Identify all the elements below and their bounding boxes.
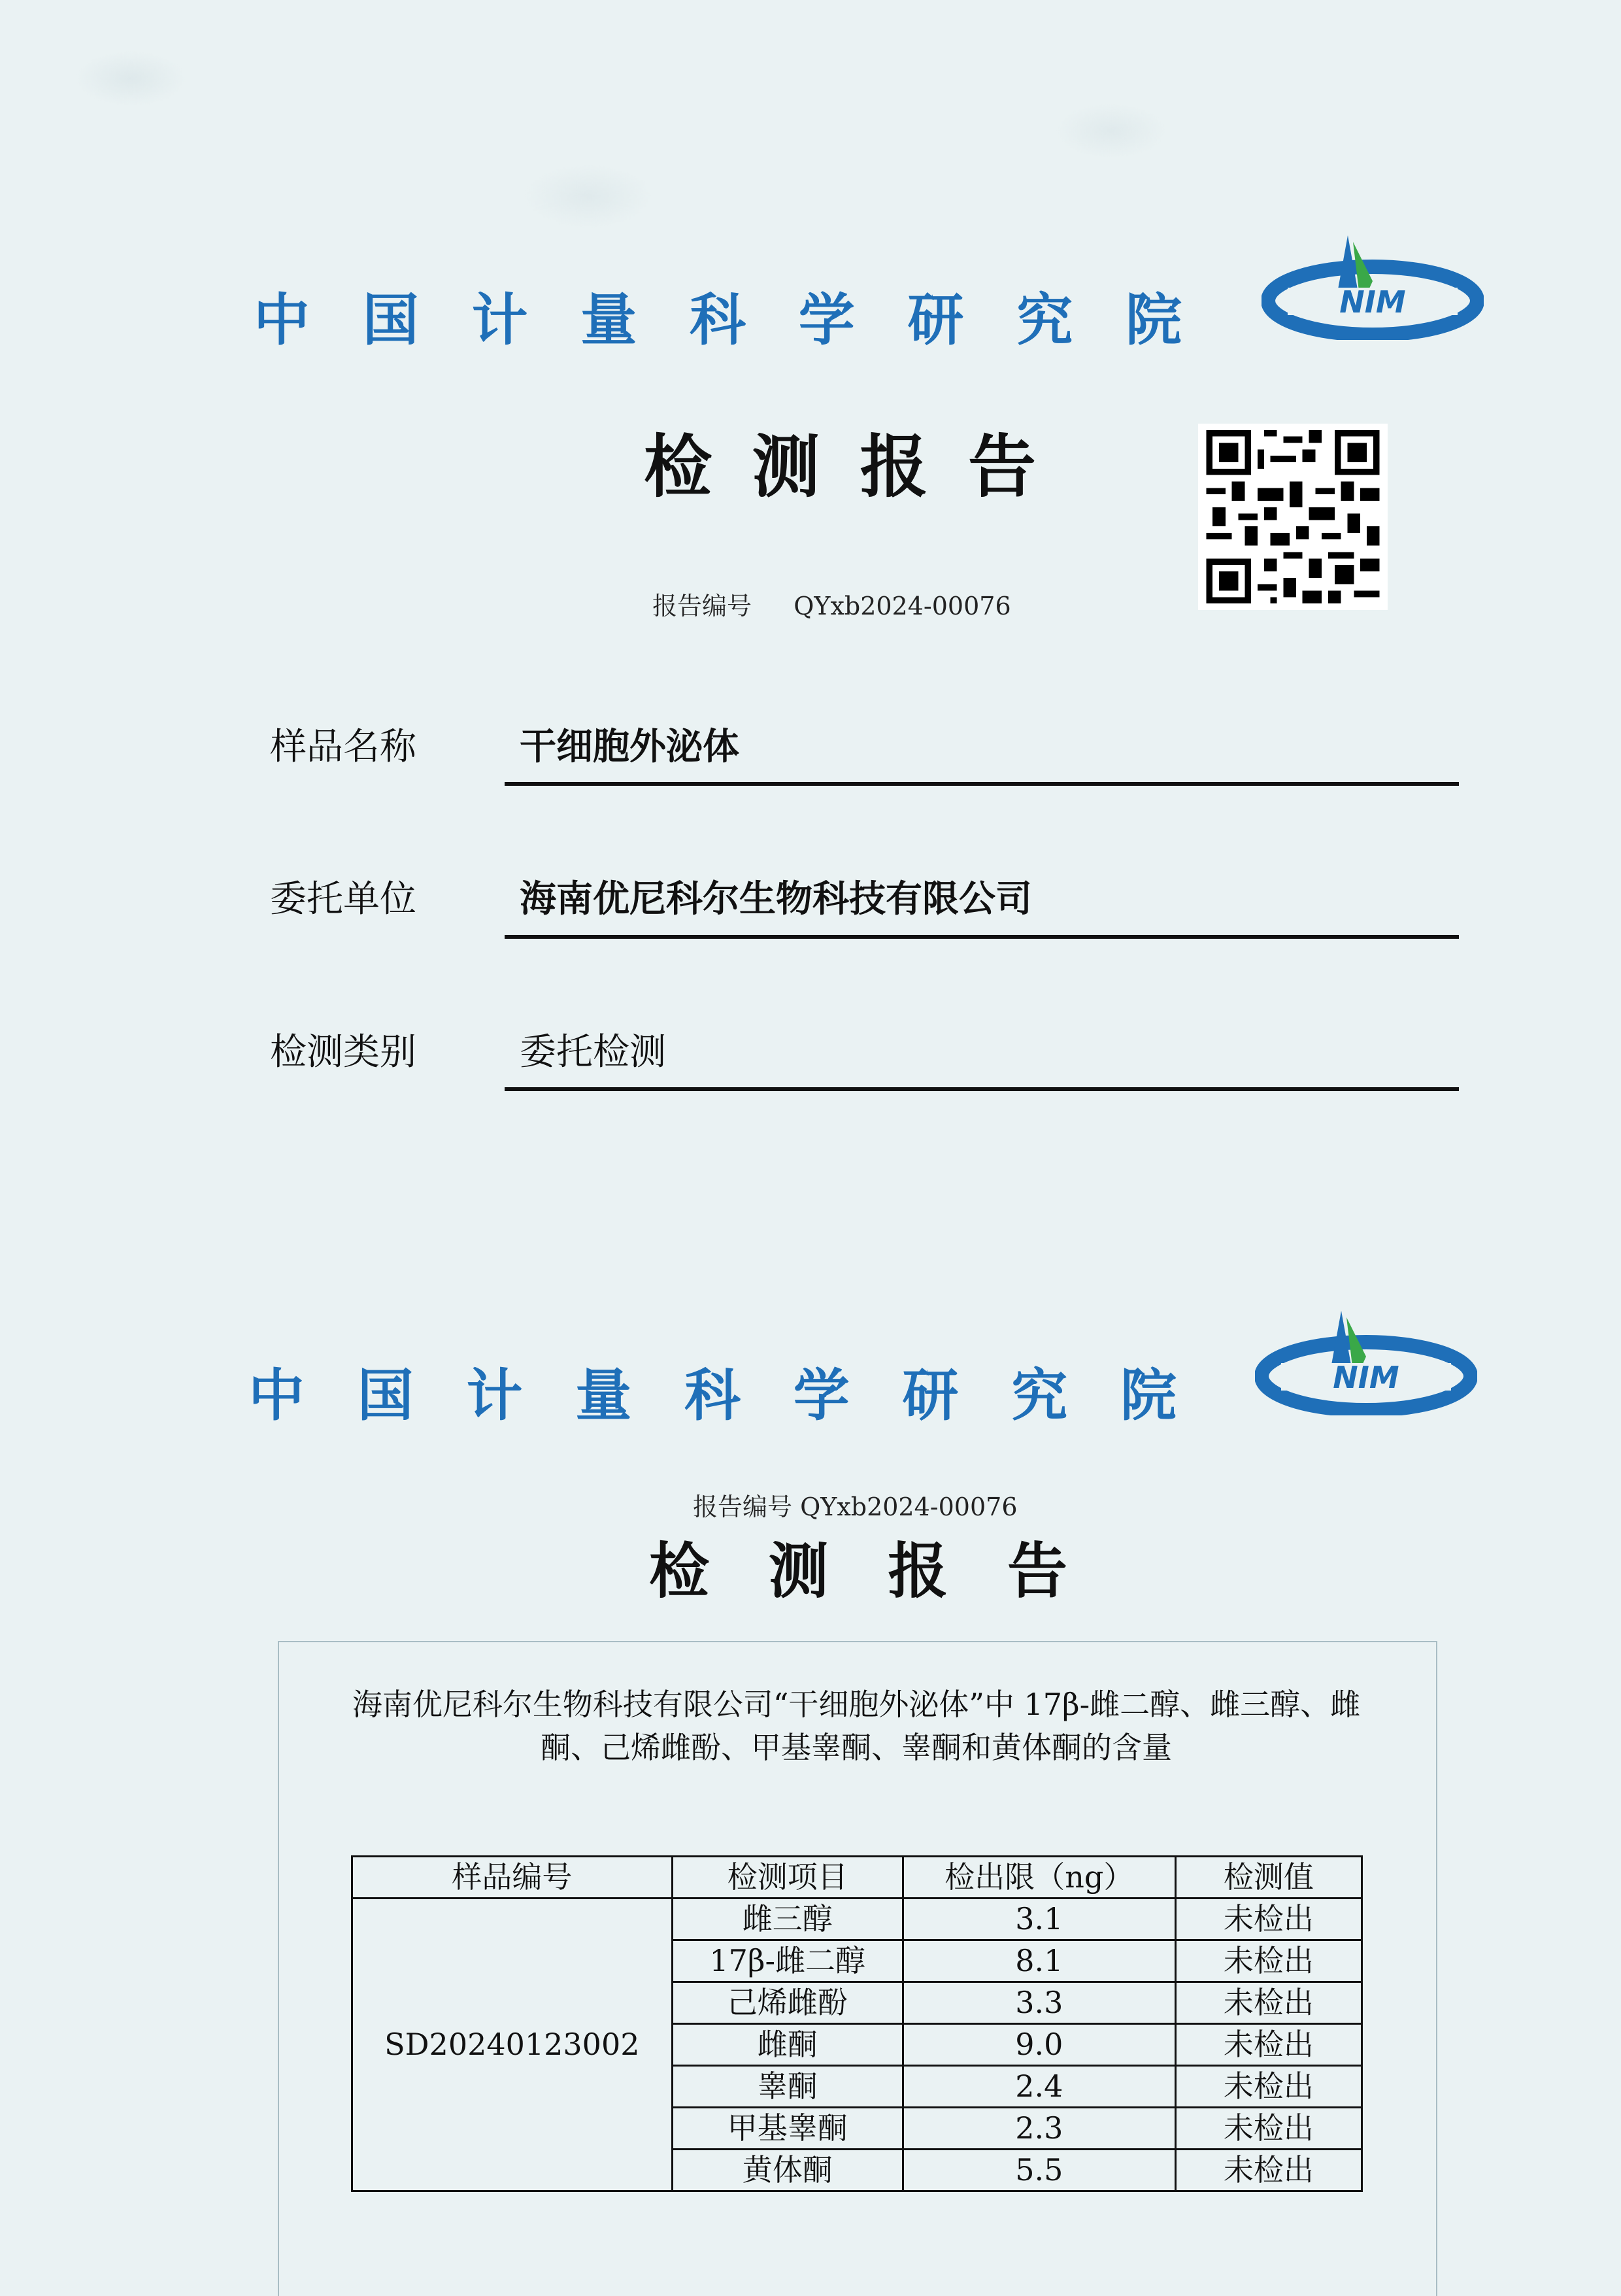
field-value-sample-name: 干细胞外泌体 bbox=[520, 726, 739, 768]
field-label-sample-name: 样品名称 bbox=[270, 726, 416, 768]
nim-logo bbox=[1262, 235, 1484, 340]
institute-char: 究 bbox=[1016, 287, 1073, 353]
header-result: 检测值 bbox=[1175, 1857, 1362, 1899]
field-value-test-type: 委托检测 bbox=[520, 1031, 666, 1073]
heading-line: 海南优尼科尔生物科技有限公司“干细胞外泌体”中 17β-雌二醇、雌三醇、雌 bbox=[352, 1687, 1361, 1722]
institute-char: 计 bbox=[466, 1362, 523, 1428]
lod-cell: 2.3 bbox=[903, 2108, 1175, 2150]
institute-name-results bbox=[248, 1350, 1177, 1431]
serial-label: 报告编号 bbox=[652, 592, 752, 620]
title-char: 告 bbox=[1007, 1536, 1067, 1606]
institute-char: 院 bbox=[1126, 287, 1182, 353]
report-serial-cover bbox=[652, 586, 1011, 622]
result-cell: 未检出 bbox=[1175, 2066, 1362, 2108]
lod-cell: 8.1 bbox=[903, 1940, 1175, 1982]
institute-char: 量 bbox=[575, 1362, 632, 1428]
test-item-cell: 17β-雌二醇 bbox=[672, 1940, 903, 1982]
lod-cell: 3.1 bbox=[903, 1899, 1175, 1940]
logo-lettering: NIM bbox=[1333, 1360, 1399, 1395]
test-item-cell: 己烯雌酚 bbox=[672, 1982, 903, 2024]
qr-code bbox=[1198, 424, 1388, 610]
institute-char: 中 bbox=[254, 287, 310, 353]
header-lod: 检出限（ng） bbox=[903, 1857, 1175, 1899]
title-char: 测 bbox=[768, 1536, 829, 1606]
lod-cell: 2.4 bbox=[903, 2066, 1175, 2108]
sample-id-cell: SD20240123002 bbox=[352, 1899, 673, 2191]
title-char: 检 bbox=[649, 1536, 710, 1606]
lod-cell: 9.0 bbox=[903, 2024, 1175, 2066]
institute-char: 国 bbox=[362, 287, 419, 353]
test-item-cell: 黄体酮 bbox=[672, 2150, 903, 2191]
heading-line: 酮、己烯雌酚、甲基睾酮、睾酮和黄体酮的含量 bbox=[541, 1730, 1172, 1765]
test-item-cell: 雌三醇 bbox=[672, 1899, 903, 1940]
institute-char: 研 bbox=[907, 287, 964, 353]
title-char: 告 bbox=[967, 427, 1036, 507]
title-char: 报 bbox=[860, 427, 928, 507]
result-cell: 未检出 bbox=[1175, 1899, 1362, 1940]
logo-lettering: NIM bbox=[1339, 284, 1406, 320]
institute-char: 究 bbox=[1011, 1362, 1068, 1428]
header-test-item: 检测项目 bbox=[672, 1857, 903, 1899]
report-title-results bbox=[649, 1523, 1067, 1610]
institute-char: 国 bbox=[357, 1362, 414, 1428]
title-char: 检 bbox=[644, 427, 712, 507]
nim-logo bbox=[1255, 1311, 1477, 1415]
institute-char: 学 bbox=[793, 1362, 850, 1428]
table-row bbox=[352, 1899, 1362, 1940]
title-char: 测 bbox=[752, 427, 820, 507]
institute-name-cover bbox=[254, 275, 1182, 356]
field-label-test-type: 检测类别 bbox=[270, 1031, 416, 1073]
institute-char: 学 bbox=[798, 287, 855, 353]
field-underline bbox=[505, 935, 1459, 939]
institute-char: 计 bbox=[471, 287, 528, 353]
report-title-cover bbox=[644, 412, 1036, 510]
table-header-row bbox=[352, 1857, 1362, 1899]
title-char: 报 bbox=[888, 1536, 948, 1606]
field-underline bbox=[505, 1087, 1459, 1091]
header-sample-id: 样品编号 bbox=[352, 1857, 673, 1899]
test-item-cell: 甲基睾酮 bbox=[672, 2108, 903, 2150]
lod-cell: 5.5 bbox=[903, 2150, 1175, 2191]
test-item-cell: 睾酮 bbox=[672, 2066, 903, 2108]
institute-char: 科 bbox=[684, 1362, 741, 1428]
results-heading bbox=[288, 1683, 1425, 1769]
institute-char: 院 bbox=[1120, 1362, 1177, 1428]
lod-cell: 3.3 bbox=[903, 1982, 1175, 2024]
serial-value: QYxb2024-00076 bbox=[794, 592, 1011, 620]
result-cell: 未检出 bbox=[1175, 1940, 1362, 1982]
field-underline bbox=[505, 782, 1459, 786]
result-cell: 未检出 bbox=[1175, 1982, 1362, 2024]
field-value-client: 海南优尼科尔生物科技有限公司 bbox=[520, 878, 1032, 920]
institute-char: 中 bbox=[248, 1362, 305, 1428]
institute-char: 科 bbox=[690, 287, 746, 353]
results-table bbox=[351, 1855, 1363, 2192]
test-item-cell: 雌酮 bbox=[672, 2024, 903, 2066]
result-cell: 未检出 bbox=[1175, 2024, 1362, 2066]
report-serial-results: 报告编号 QYxb2024-00076 bbox=[693, 1493, 1018, 1521]
institute-char: 量 bbox=[580, 287, 637, 353]
field-label-client: 委托单位 bbox=[270, 878, 416, 920]
result-cell: 未检出 bbox=[1175, 2150, 1362, 2191]
institute-char: 研 bbox=[902, 1362, 959, 1428]
result-cell: 未检出 bbox=[1175, 2108, 1362, 2150]
